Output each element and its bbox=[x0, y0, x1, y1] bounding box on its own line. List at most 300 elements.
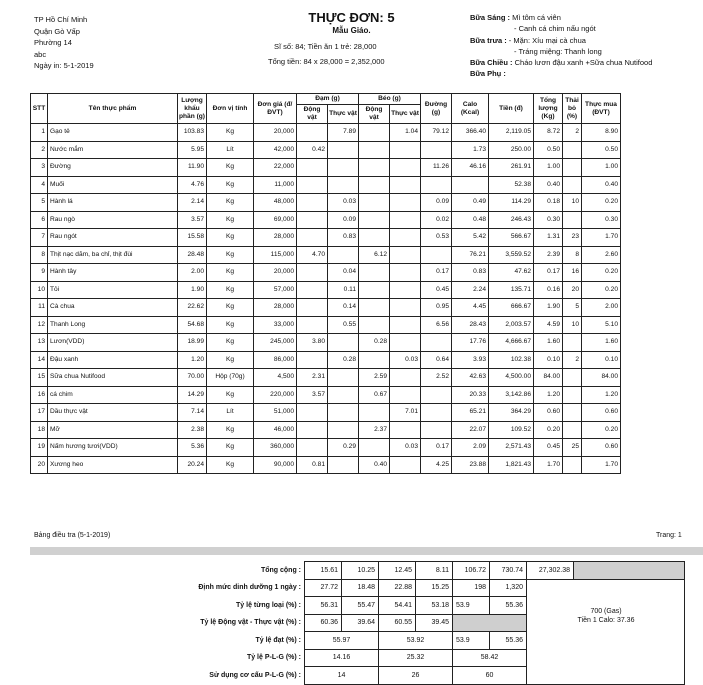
table-cell: Rau ngò bbox=[48, 211, 178, 229]
table-cell: Nước mắm bbox=[48, 141, 178, 159]
ward: Phường 14 bbox=[34, 38, 72, 47]
table-cell bbox=[421, 176, 452, 194]
table-cell: 86,000 bbox=[254, 351, 297, 369]
page-subtitle: Mẫu Giáo. bbox=[332, 26, 371, 35]
table-cell: 2.59 bbox=[359, 369, 390, 387]
table-cell bbox=[359, 194, 390, 212]
table-cell: 2,003.57 bbox=[489, 316, 534, 334]
table-cell: 1.00 bbox=[582, 159, 621, 177]
table-cell: 25 bbox=[563, 439, 582, 457]
table-cell bbox=[328, 421, 359, 439]
table-cell: 20,000 bbox=[254, 124, 297, 142]
table-cell: Xương heo bbox=[48, 456, 178, 474]
table-cell: Kg bbox=[207, 299, 254, 317]
table-cell: 4.70 bbox=[297, 246, 328, 264]
table-cell: 18 bbox=[31, 421, 48, 439]
table-cell: 0.83 bbox=[328, 229, 359, 247]
tong-label: Tổng cộng : bbox=[260, 566, 301, 574]
table-cell bbox=[421, 421, 452, 439]
table-cell: 0.03 bbox=[390, 439, 421, 457]
table-cell: cá chim bbox=[48, 386, 178, 404]
table-cell bbox=[359, 281, 390, 299]
table-cell: 4 bbox=[31, 176, 48, 194]
table-cell: 2.37 bbox=[359, 421, 390, 439]
table-cell: 2.39 bbox=[534, 246, 563, 264]
table-cell: 1.90 bbox=[178, 281, 207, 299]
summary-cell: 10.25 bbox=[342, 562, 379, 580]
table-cell: 0.28 bbox=[328, 351, 359, 369]
table-cell bbox=[390, 316, 421, 334]
sudung-label: Sử dụng cơ cấu P-L-G (%) : bbox=[209, 671, 301, 679]
table-cell: 15 bbox=[31, 369, 48, 387]
table-cell: 1.60 bbox=[534, 334, 563, 352]
table-cell: 4.59 bbox=[534, 316, 563, 334]
table-cell bbox=[563, 404, 582, 422]
table-cell: 13 bbox=[31, 334, 48, 352]
table-cell bbox=[421, 386, 452, 404]
table-cell: Kg bbox=[207, 246, 254, 264]
table-cell: 15.58 bbox=[178, 229, 207, 247]
table-cell bbox=[563, 334, 582, 352]
table-row bbox=[31, 351, 621, 369]
table-cell: 0.60 bbox=[582, 404, 621, 422]
table-cell bbox=[359, 316, 390, 334]
table-row bbox=[31, 404, 621, 422]
table-cell bbox=[390, 281, 421, 299]
tyle-dvtv-label: Tỷ lệ Động vật - Thực vật (%) : bbox=[200, 619, 301, 627]
table-cell: 70.00 bbox=[178, 369, 207, 387]
city: TP Hồ Chí Minh bbox=[34, 15, 88, 24]
table-cell: 7 bbox=[31, 229, 48, 247]
summary-cell: 18.48 bbox=[342, 579, 379, 597]
table-cell: Dầu thực vật bbox=[48, 404, 178, 422]
table-cell bbox=[297, 421, 328, 439]
table-cell: 46,000 bbox=[254, 421, 297, 439]
table-row bbox=[31, 299, 621, 317]
table-cell: 14 bbox=[31, 351, 48, 369]
table-cell bbox=[359, 299, 390, 317]
table-cell: 17 bbox=[31, 404, 48, 422]
table-cell: Lít bbox=[207, 141, 254, 159]
table-cell bbox=[421, 141, 452, 159]
table-cell: Muối bbox=[48, 176, 178, 194]
table-cell: 90,000 bbox=[254, 456, 297, 474]
table-cell: 566.67 bbox=[489, 229, 534, 247]
table-cell bbox=[390, 159, 421, 177]
table-cell bbox=[563, 141, 582, 159]
table-cell: Mỡ bbox=[48, 421, 178, 439]
table-cell: Đậu xanh bbox=[48, 351, 178, 369]
table-cell: Kg bbox=[207, 194, 254, 212]
page-title: THỰC ĐƠN: 5 bbox=[308, 10, 395, 25]
col-duong: Đường (g) bbox=[421, 94, 452, 124]
table-cell: 1.70 bbox=[582, 229, 621, 247]
table-cell: 46.16 bbox=[452, 159, 489, 177]
table-cell: 109.52 bbox=[489, 421, 534, 439]
table-cell: 5.36 bbox=[178, 439, 207, 457]
table-cell: 2.60 bbox=[582, 246, 621, 264]
table-cell: 0.45 bbox=[421, 281, 452, 299]
table-cell bbox=[297, 176, 328, 194]
table-cell: 65.21 bbox=[452, 404, 489, 422]
table-cell: Gạo tẻ bbox=[48, 124, 178, 142]
table-cell bbox=[563, 386, 582, 404]
table-cell: 0.20 bbox=[582, 421, 621, 439]
table-row bbox=[31, 211, 621, 229]
table-cell: 0.09 bbox=[421, 194, 452, 212]
table-cell: 52.38 bbox=[489, 176, 534, 194]
menu-chieu-label: Bữa Chiều : bbox=[470, 58, 513, 68]
table-cell bbox=[421, 404, 452, 422]
col-calo: Calo (Kcal) bbox=[452, 94, 489, 124]
summary-cell: 55.36 bbox=[490, 597, 527, 615]
summary-cell: 15.25 bbox=[416, 579, 453, 597]
gas-note-1: 700 (Gas) bbox=[590, 608, 622, 615]
table-cell: 1,821.43 bbox=[489, 456, 534, 474]
table-cell: Kg bbox=[207, 351, 254, 369]
table-cell bbox=[390, 334, 421, 352]
table-cell: 33,000 bbox=[254, 316, 297, 334]
table-cell bbox=[390, 246, 421, 264]
summary-cell: 55.97 bbox=[305, 632, 379, 650]
table-cell: Kg bbox=[207, 264, 254, 282]
table-cell: 22,000 bbox=[254, 159, 297, 177]
table-cell: 20 bbox=[563, 281, 582, 299]
table-cell: Lít bbox=[207, 404, 254, 422]
table-row bbox=[31, 334, 621, 352]
table-cell: 2 bbox=[563, 124, 582, 142]
table-cell: 246.43 bbox=[489, 211, 534, 229]
table-cell: Kg bbox=[207, 334, 254, 352]
table-cell: 0.11 bbox=[328, 281, 359, 299]
table-cell bbox=[328, 159, 359, 177]
table-row bbox=[31, 124, 621, 142]
menu-trua: - Mặn: Xíu mại cà chua bbox=[508, 35, 586, 45]
summary-cell: 106.72 bbox=[453, 562, 490, 580]
summary-cell: 55.47 bbox=[342, 597, 379, 615]
summary-cell: 8.11 bbox=[416, 562, 453, 580]
table-cell: 0.16 bbox=[534, 281, 563, 299]
summary-cell: 27,302.38 bbox=[527, 562, 574, 580]
summary-cell: 22.88 bbox=[379, 579, 416, 597]
menu-sang-2: - Canh cá chim nấu ngót bbox=[514, 24, 596, 34]
table-cell: Kg bbox=[207, 176, 254, 194]
table-cell bbox=[390, 194, 421, 212]
menu-block bbox=[470, 12, 652, 80]
summary-cell: 1,320 bbox=[490, 579, 527, 597]
table-cell: Lươn(VDD) bbox=[48, 334, 178, 352]
table-cell bbox=[297, 229, 328, 247]
table-cell: 84.00 bbox=[534, 369, 563, 387]
summary-cell: 12.45 bbox=[379, 562, 416, 580]
table-cell bbox=[359, 404, 390, 422]
col-name: Tên thực phẩm bbox=[48, 94, 178, 124]
summary-cell: 60.36 bbox=[305, 614, 342, 632]
table-cell: 103.83 bbox=[178, 124, 207, 142]
table-cell: 2.38 bbox=[178, 421, 207, 439]
table-cell: 0.50 bbox=[582, 141, 621, 159]
table-cell: 114.29 bbox=[489, 194, 534, 212]
table-cell: 0.20 bbox=[582, 281, 621, 299]
table-cell bbox=[390, 176, 421, 194]
table-cell: 18.99 bbox=[178, 334, 207, 352]
table-cell bbox=[563, 421, 582, 439]
table-cell bbox=[563, 456, 582, 474]
summary-cell: 27.72 bbox=[305, 579, 342, 597]
summary-cell: 39.64 bbox=[342, 614, 379, 632]
table-cell: 7.01 bbox=[390, 404, 421, 422]
table-cell: 2 bbox=[563, 351, 582, 369]
menu-phu-label: Bữa Phụ : bbox=[470, 69, 506, 79]
table-cell: 0.64 bbox=[421, 351, 452, 369]
table-cell bbox=[297, 281, 328, 299]
table-cell: 47.62 bbox=[489, 264, 534, 282]
table-cell: 1.90 bbox=[534, 299, 563, 317]
col-beo: Béo (g) bbox=[359, 94, 421, 105]
district: Quận Gò Vấp bbox=[34, 26, 80, 36]
table-cell bbox=[328, 386, 359, 404]
table-row bbox=[31, 176, 621, 194]
table-cell: 42.63 bbox=[452, 369, 489, 387]
table-cell: 5.10 bbox=[582, 316, 621, 334]
table-cell: 7.14 bbox=[178, 404, 207, 422]
summary-cell: 39.45 bbox=[416, 614, 453, 632]
table-cell: 0.18 bbox=[534, 194, 563, 212]
table-cell: 17.76 bbox=[452, 334, 489, 352]
table-cell: 666.67 bbox=[489, 299, 534, 317]
summary-cell: 58.42 bbox=[453, 649, 527, 667]
col-stt: STT bbox=[31, 94, 48, 124]
table-cell: Kg bbox=[207, 211, 254, 229]
table-cell: 4,500.00 bbox=[489, 369, 534, 387]
table-cell: 9 bbox=[31, 264, 48, 282]
table-cell bbox=[390, 421, 421, 439]
table-cell: 16 bbox=[563, 264, 582, 282]
unit: abc bbox=[34, 49, 47, 59]
table-cell: 0.42 bbox=[297, 141, 328, 159]
table-cell: 11 bbox=[31, 299, 48, 317]
table-cell: Cà chua bbox=[48, 299, 178, 317]
table-cell: 1.73 bbox=[452, 141, 489, 159]
table-cell: 0.53 bbox=[421, 229, 452, 247]
table-cell: 0.09 bbox=[328, 211, 359, 229]
table-cell: 3 bbox=[31, 159, 48, 177]
summary-cell: 53.92 bbox=[379, 632, 453, 650]
table-cell: 11.26 bbox=[421, 159, 452, 177]
table-cell: 2.09 bbox=[452, 439, 489, 457]
summary-cell: 198 bbox=[453, 579, 490, 597]
table-cell bbox=[297, 264, 328, 282]
table-cell: 20,000 bbox=[254, 264, 297, 282]
table-row bbox=[31, 316, 621, 334]
table-cell bbox=[359, 264, 390, 282]
table-cell bbox=[359, 124, 390, 142]
table-cell: Đường bbox=[48, 159, 178, 177]
table-cell: 11,000 bbox=[254, 176, 297, 194]
table-cell: 2.00 bbox=[582, 299, 621, 317]
table-cell: Hành tây bbox=[48, 264, 178, 282]
table-cell: 1.70 bbox=[534, 456, 563, 474]
table-cell bbox=[328, 404, 359, 422]
table-cell bbox=[297, 404, 328, 422]
table-cell: 1.20 bbox=[582, 386, 621, 404]
plg-label: Tỷ lệ P-L-G (%) : bbox=[246, 654, 301, 662]
table-cell: Kg bbox=[207, 124, 254, 142]
table-cell bbox=[390, 456, 421, 474]
table-cell: 2.24 bbox=[452, 281, 489, 299]
table-cell: Sữa chua Nutifood bbox=[48, 369, 178, 387]
table-cell: 135.71 bbox=[489, 281, 534, 299]
gray-cell bbox=[574, 562, 685, 580]
table-cell: 12 bbox=[31, 316, 48, 334]
table-cell bbox=[359, 141, 390, 159]
table-cell: 0.83 bbox=[452, 264, 489, 282]
table-cell bbox=[297, 211, 328, 229]
table-cell: 5 bbox=[563, 299, 582, 317]
table-cell: 10 bbox=[563, 316, 582, 334]
menu-sang: Mì tôm cá viên bbox=[512, 13, 561, 22]
table-cell: 0.04 bbox=[328, 264, 359, 282]
table-cell: 28,000 bbox=[254, 299, 297, 317]
table-cell bbox=[563, 159, 582, 177]
table-cell: 1.04 bbox=[390, 124, 421, 142]
table-cell bbox=[390, 386, 421, 404]
table-cell: 22.07 bbox=[452, 421, 489, 439]
menu-chieu: Cháo lươn đậu xanh +Sữa chua Nutifood bbox=[514, 58, 653, 68]
table-row bbox=[31, 439, 621, 457]
table-cell bbox=[297, 299, 328, 317]
table-cell: 3.80 bbox=[297, 334, 328, 352]
summary-cell: 730.74 bbox=[490, 562, 527, 580]
table-row bbox=[31, 456, 621, 474]
separator-band bbox=[30, 547, 703, 555]
table-cell bbox=[421, 246, 452, 264]
table-cell bbox=[328, 369, 359, 387]
table-cell: 0.10 bbox=[534, 351, 563, 369]
table-cell: 0.10 bbox=[582, 351, 621, 369]
table-cell: 0.40 bbox=[582, 176, 621, 194]
summary-cell: 26 bbox=[379, 667, 453, 685]
table-cell: 0.40 bbox=[534, 176, 563, 194]
table-cell: 8 bbox=[563, 246, 582, 264]
page-number: Trang: 1 bbox=[656, 532, 682, 539]
table-cell: 0.40 bbox=[359, 456, 390, 474]
table-cell: 0.14 bbox=[328, 299, 359, 317]
table-cell bbox=[297, 351, 328, 369]
note-cell bbox=[527, 579, 685, 684]
table-cell: 0.29 bbox=[328, 439, 359, 457]
table-cell: 2.00 bbox=[178, 264, 207, 282]
table-cell bbox=[297, 124, 328, 142]
table-cell: 0.17 bbox=[421, 439, 452, 457]
table-cell: 28.43 bbox=[452, 316, 489, 334]
table-cell: 16 bbox=[31, 386, 48, 404]
summary-cell: 14 bbox=[305, 667, 379, 685]
summary-cell: 60.55 bbox=[379, 614, 416, 632]
table-cell: 0.20 bbox=[582, 264, 621, 282]
menu-trua-label: Bữa trưa : bbox=[470, 35, 507, 45]
table-cell: Kg bbox=[207, 159, 254, 177]
table-cell bbox=[359, 211, 390, 229]
table-cell: 0.28 bbox=[359, 334, 390, 352]
table-cell: 14.29 bbox=[178, 386, 207, 404]
table-cell: 4.45 bbox=[452, 299, 489, 317]
table-cell: Kg bbox=[207, 229, 254, 247]
table-row bbox=[31, 386, 621, 404]
table-cell: 5.95 bbox=[178, 141, 207, 159]
summary-cell: 54.41 bbox=[379, 597, 416, 615]
table-cell bbox=[390, 299, 421, 317]
table-cell: 6.12 bbox=[359, 246, 390, 264]
table-row bbox=[31, 246, 621, 264]
table-cell: 4,666.67 bbox=[489, 334, 534, 352]
table-cell: 8 bbox=[31, 246, 48, 264]
menu-sang-label: Bữa Sáng : bbox=[470, 13, 511, 22]
table-cell: 0.02 bbox=[421, 211, 452, 229]
table-cell bbox=[328, 334, 359, 352]
table-cell: 0.03 bbox=[390, 351, 421, 369]
table-cell: Kg bbox=[207, 456, 254, 474]
table-row bbox=[31, 369, 621, 387]
table-cell: 220,000 bbox=[254, 386, 297, 404]
col-beo-dv: Động vật bbox=[359, 105, 390, 124]
table-cell bbox=[390, 229, 421, 247]
table-cell: 0.30 bbox=[582, 211, 621, 229]
info-line-1: Sĩ số: 84; Tiền ăn 1 trẻ: 28,000 bbox=[274, 42, 377, 51]
summary-cell: 25.32 bbox=[379, 649, 453, 667]
table-cell: 261.91 bbox=[489, 159, 534, 177]
table-cell bbox=[390, 369, 421, 387]
col-dam: Đạm (g) bbox=[297, 94, 359, 105]
table-cell: 4.25 bbox=[421, 456, 452, 474]
table-row bbox=[31, 264, 621, 282]
tyle-dat-label: Tỷ lệ đạt (%) : bbox=[255, 636, 301, 644]
table-cell bbox=[297, 159, 328, 177]
table-cell: 57,000 bbox=[254, 281, 297, 299]
table-cell: 42,000 bbox=[254, 141, 297, 159]
table-cell bbox=[359, 439, 390, 457]
table-cell: 0.30 bbox=[534, 211, 563, 229]
table-cell: 8.90 bbox=[582, 124, 621, 142]
table-cell: 245,000 bbox=[254, 334, 297, 352]
table-cell: 0.50 bbox=[534, 141, 563, 159]
table-cell: 23.88 bbox=[452, 456, 489, 474]
table-cell: 0.60 bbox=[534, 404, 563, 422]
table-cell: 11.90 bbox=[178, 159, 207, 177]
table-cell: Kg bbox=[207, 439, 254, 457]
table-cell: 6.56 bbox=[421, 316, 452, 334]
table-cell: 0.55 bbox=[328, 316, 359, 334]
table-cell bbox=[452, 176, 489, 194]
summary-cell: 56.31 bbox=[305, 597, 342, 615]
table-cell bbox=[328, 456, 359, 474]
table-cell: 8.72 bbox=[534, 124, 563, 142]
table-cell bbox=[328, 141, 359, 159]
table-cell: Tỏi bbox=[48, 281, 178, 299]
table-cell: 3.93 bbox=[452, 351, 489, 369]
table-cell: 3,142.86 bbox=[489, 386, 534, 404]
table-cell: 360,000 bbox=[254, 439, 297, 457]
col-beo-tv: Thực vật bbox=[390, 105, 421, 124]
table-cell: 69,000 bbox=[254, 211, 297, 229]
table-cell bbox=[359, 229, 390, 247]
table-cell: 2 bbox=[31, 141, 48, 159]
table-cell bbox=[328, 176, 359, 194]
table-cell bbox=[390, 211, 421, 229]
table-cell: 84.00 bbox=[582, 369, 621, 387]
table-cell: 1.00 bbox=[534, 159, 563, 177]
summary-cell: 53.18 bbox=[416, 597, 453, 615]
